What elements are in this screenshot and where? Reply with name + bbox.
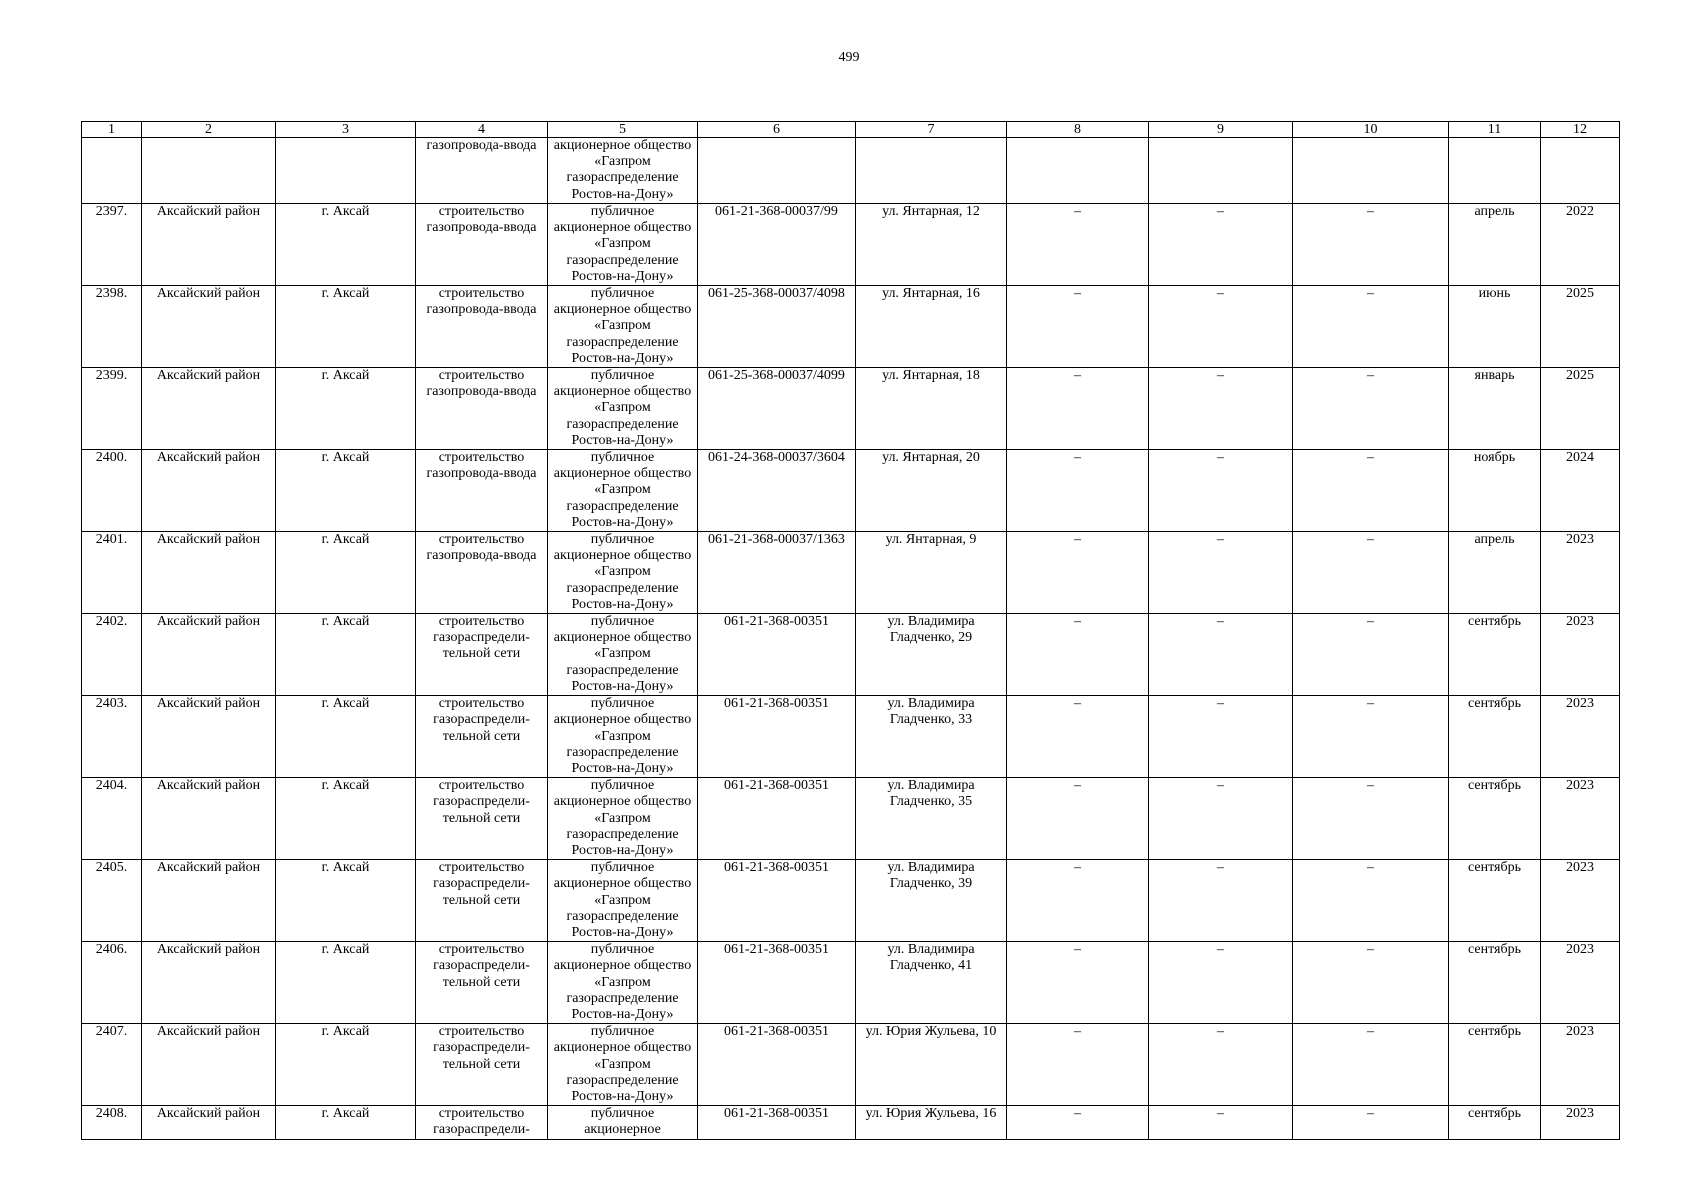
year-cell: 2023 xyxy=(1541,860,1620,942)
district-cell: Аксайский район xyxy=(142,1106,276,1139)
month-cell xyxy=(1449,138,1541,204)
table-row xyxy=(82,614,1620,696)
month-cell: сентябрь xyxy=(1449,696,1541,778)
work-type-cell: строительство газораспредели-тельной сети xyxy=(416,1024,548,1106)
column-8-cell: – xyxy=(1007,368,1149,450)
column-number: 7 xyxy=(856,122,1007,138)
row-number-cell xyxy=(82,138,142,204)
district-cell: Аксайский район xyxy=(142,204,276,286)
row-number-cell: 2404. xyxy=(82,778,142,860)
district-cell: Аксайский район xyxy=(142,368,276,450)
column-number: 10 xyxy=(1293,122,1449,138)
column-10-cell: – xyxy=(1293,614,1449,696)
organization-cell: публичное акционерное общество «Газпром газораспределение Ростов-на-Дону» xyxy=(548,204,698,286)
address-cell: ул. Владимира Гладченко, 29 xyxy=(856,614,1007,696)
district-cell: Аксайский район xyxy=(142,614,276,696)
registry-code-cell: 061-21-368-00351 xyxy=(698,696,856,778)
page-number: 499 xyxy=(838,50,860,65)
organization-cell: публичное акционерное общество «Газпром газораспределение Ростов-на-Дону» xyxy=(548,942,698,1024)
address-cell: ул. Владимира Гладченко, 35 xyxy=(856,778,1007,860)
organization-cell: публичное акционерное общество «Газпром газораспределение Ростов-на-Дону» xyxy=(548,368,698,450)
column-10-cell: – xyxy=(1293,450,1449,532)
column-8-cell: – xyxy=(1007,860,1149,942)
address-cell: ул. Янтарная, 20 xyxy=(856,450,1007,532)
district-cell: Аксайский район xyxy=(142,942,276,1024)
work-type-cell: газопровода-ввода xyxy=(416,138,548,204)
year-cell: 2023 xyxy=(1541,942,1620,1024)
organization-cell: публичное акционерное общество «Газпром газораспределение Ростов-на-Дону» xyxy=(548,614,698,696)
column-9-cell xyxy=(1149,138,1293,204)
column-8-cell xyxy=(1007,138,1149,204)
work-type-cell: строительство газораспредели-тельной сети xyxy=(416,860,548,942)
column-9-cell: – xyxy=(1149,614,1293,696)
work-type-cell: строительство газопровода-ввода xyxy=(416,286,548,368)
column-10-cell xyxy=(1293,138,1449,204)
year-cell: 2025 xyxy=(1541,368,1620,450)
address-cell: ул. Владимира Гладченко, 39 xyxy=(856,860,1007,942)
organization-cell: публичное акционерное общество «Газпром газораспределение Ростов-на-Дону» xyxy=(548,1024,698,1106)
registry-code-cell: 061-25-368-00037/4098 xyxy=(698,286,856,368)
table-row xyxy=(82,860,1620,942)
column-8-cell: – xyxy=(1007,1024,1149,1106)
row-number-cell: 2398. xyxy=(82,286,142,368)
registry-code-cell: 061-21-368-00351 xyxy=(698,614,856,696)
registry-code-cell: 061-21-368-00351 xyxy=(698,1024,856,1106)
column-8-cell: – xyxy=(1007,778,1149,860)
table-row xyxy=(82,532,1620,614)
column-9-cell: – xyxy=(1149,778,1293,860)
year-cell: 2025 xyxy=(1541,286,1620,368)
organization-cell: публичное акционерное общество «Газпром газораспределение Ростов-на-Дону» xyxy=(548,860,698,942)
column-10-cell: – xyxy=(1293,778,1449,860)
registry-code-cell: 061-24-368-00037/3604 xyxy=(698,450,856,532)
column-10-cell: – xyxy=(1293,204,1449,286)
column-number: 6 xyxy=(698,122,856,138)
address-cell: ул. Юрия Жульева, 10 xyxy=(856,1024,1007,1106)
column-number-row xyxy=(82,122,1620,138)
registry-code-cell: 061-21-368-00351 xyxy=(698,942,856,1024)
row-number-cell: 2407. xyxy=(82,1024,142,1106)
address-cell: ул. Владимира Гладченко, 33 xyxy=(856,696,1007,778)
column-8-cell: – xyxy=(1007,532,1149,614)
table-row xyxy=(82,138,1620,204)
organization-cell: публичное акционерное общество «Газпром газораспределение Ростов-на-Дону» xyxy=(548,778,698,860)
row-number-cell: 2400. xyxy=(82,450,142,532)
month-cell: сентябрь xyxy=(1449,1106,1541,1139)
column-10-cell: – xyxy=(1293,532,1449,614)
year-cell: 2023 xyxy=(1541,778,1620,860)
column-number: 3 xyxy=(276,122,416,138)
column-9-cell: – xyxy=(1149,1024,1293,1106)
column-number: 2 xyxy=(142,122,276,138)
column-9-cell: – xyxy=(1149,696,1293,778)
column-number: 11 xyxy=(1449,122,1541,138)
year-cell: 2023 xyxy=(1541,614,1620,696)
column-8-cell: – xyxy=(1007,286,1149,368)
row-number-cell: 2402. xyxy=(82,614,142,696)
column-8-cell: – xyxy=(1007,614,1149,696)
column-number: 12 xyxy=(1541,122,1620,138)
settlement-cell: г. Аксай xyxy=(276,696,416,778)
column-number: 9 xyxy=(1149,122,1293,138)
settlement-cell: г. Аксай xyxy=(276,368,416,450)
year-cell: 2024 xyxy=(1541,450,1620,532)
settlement-cell: г. Аксай xyxy=(276,942,416,1024)
table-row xyxy=(82,204,1620,286)
settlement-cell: г. Аксай xyxy=(276,204,416,286)
district-cell: Аксайский район xyxy=(142,696,276,778)
row-number-cell: 2405. xyxy=(82,860,142,942)
work-type-cell: строительство газопровода-ввода xyxy=(416,450,548,532)
row-number-cell: 2401. xyxy=(82,532,142,614)
address-cell: ул. Юрия Жульева, 16 xyxy=(856,1106,1007,1139)
column-10-cell: – xyxy=(1293,860,1449,942)
settlement-cell: г. Аксай xyxy=(276,532,416,614)
registry-code-cell: 061-21-368-00351 xyxy=(698,778,856,860)
table-row xyxy=(82,368,1620,450)
column-10-cell: – xyxy=(1293,286,1449,368)
column-8-cell: – xyxy=(1007,450,1149,532)
address-cell: ул. Янтарная, 18 xyxy=(856,368,1007,450)
year-cell: 2023 xyxy=(1541,1106,1620,1139)
column-9-cell: – xyxy=(1149,1106,1293,1139)
settlement-cell: г. Аксай xyxy=(276,614,416,696)
year-cell: 2023 xyxy=(1541,532,1620,614)
month-cell: сентябрь xyxy=(1449,1024,1541,1106)
row-number-cell: 2397. xyxy=(82,204,142,286)
column-9-cell: – xyxy=(1149,532,1293,614)
year-cell: 2022 xyxy=(1541,204,1620,286)
month-cell: сентябрь xyxy=(1449,614,1541,696)
table-row xyxy=(82,1024,1620,1106)
column-10-cell: – xyxy=(1293,696,1449,778)
district-cell: Аксайский район xyxy=(142,532,276,614)
organization-cell: публичное акционерное общество «Газпром газораспределение Ростов-на-Дону» xyxy=(548,286,698,368)
table-row xyxy=(82,696,1620,778)
year-cell xyxy=(1541,138,1620,204)
settlement-cell xyxy=(276,138,416,204)
month-cell: июнь xyxy=(1449,286,1541,368)
organization-cell: публичное акционерное общество «Газпром газораспределение Ростов-на-Дону» xyxy=(548,532,698,614)
row-number-cell: 2408. xyxy=(82,1106,142,1139)
settlement-cell: г. Аксай xyxy=(276,450,416,532)
column-8-cell: – xyxy=(1007,1106,1149,1139)
column-9-cell: – xyxy=(1149,860,1293,942)
registry-code-cell: 061-21-368-00351 xyxy=(698,860,856,942)
row-number-cell: 2406. xyxy=(82,942,142,1024)
column-10-cell: – xyxy=(1293,1024,1449,1106)
work-type-cell: строительство газораспредели-тельной сети xyxy=(416,942,548,1024)
district-cell xyxy=(142,138,276,204)
work-type-cell: строительство газопровода-ввода xyxy=(416,368,548,450)
settlement-cell: г. Аксай xyxy=(276,860,416,942)
address-cell xyxy=(856,138,1007,204)
year-cell: 2023 xyxy=(1541,696,1620,778)
column-10-cell: – xyxy=(1293,1106,1449,1139)
year-cell: 2023 xyxy=(1541,1024,1620,1106)
work-type-cell: строительство газопровода-ввода xyxy=(416,532,548,614)
column-number: 4 xyxy=(416,122,548,138)
month-cell: январь xyxy=(1449,368,1541,450)
column-number: 5 xyxy=(548,122,698,138)
address-cell: ул. Янтарная, 9 xyxy=(856,532,1007,614)
work-type-cell: строительство газораспредели- xyxy=(416,1106,548,1139)
settlement-cell: г. Аксай xyxy=(276,1024,416,1106)
district-cell: Аксайский район xyxy=(142,1024,276,1106)
month-cell: сентябрь xyxy=(1449,778,1541,860)
district-cell: Аксайский район xyxy=(142,778,276,860)
month-cell: апрель xyxy=(1449,532,1541,614)
organization-cell: публичное акционерное общество «Газпром газораспределение Ростов-на-Дону» xyxy=(548,696,698,778)
district-cell: Аксайский район xyxy=(142,860,276,942)
organization-cell: публичное акционерное xyxy=(548,1106,698,1139)
registry-code-cell: 061-25-368-00037/4099 xyxy=(698,368,856,450)
work-type-cell: строительство газораспредели-тельной сети xyxy=(416,696,548,778)
district-cell: Аксайский район xyxy=(142,450,276,532)
registry-code-cell: 061-21-368-00037/99 xyxy=(698,204,856,286)
month-cell: сентябрь xyxy=(1449,860,1541,942)
month-cell: апрель xyxy=(1449,204,1541,286)
registry-code-cell: 061-21-368-00037/1363 xyxy=(698,532,856,614)
work-type-cell: строительство газораспредели-тельной сети xyxy=(416,614,548,696)
work-type-cell: строительство газопровода-ввода xyxy=(416,204,548,286)
address-cell: ул. Владимира Гладченко, 41 xyxy=(856,942,1007,1024)
registry-code-cell: 061-21-368-00351 xyxy=(698,1106,856,1139)
column-8-cell: – xyxy=(1007,942,1149,1024)
district-cell: Аксайский район xyxy=(142,286,276,368)
column-10-cell: – xyxy=(1293,942,1449,1024)
table-row xyxy=(82,1106,1620,1139)
column-9-cell: – xyxy=(1149,204,1293,286)
organization-cell: публичное акционерное общество «Газпром газораспределение Ростов-на-Дону» xyxy=(548,450,698,532)
table-row xyxy=(82,942,1620,1024)
address-cell: ул. Янтарная, 16 xyxy=(856,286,1007,368)
column-9-cell: – xyxy=(1149,286,1293,368)
month-cell: сентябрь xyxy=(1449,942,1541,1024)
registry-table xyxy=(81,121,1620,1140)
address-cell: ул. Янтарная, 12 xyxy=(856,204,1007,286)
row-number-cell: 2403. xyxy=(82,696,142,778)
settlement-cell: г. Аксай xyxy=(276,286,416,368)
month-cell: ноябрь xyxy=(1449,450,1541,532)
column-9-cell: – xyxy=(1149,368,1293,450)
column-9-cell: – xyxy=(1149,942,1293,1024)
work-type-cell: строительство газораспредели-тельной сети xyxy=(416,778,548,860)
column-10-cell: – xyxy=(1293,368,1449,450)
column-9-cell: – xyxy=(1149,450,1293,532)
settlement-cell: г. Аксай xyxy=(276,1106,416,1139)
organization-cell: акционерное общество «Газпром газораспределение Ростов-на-Дону» xyxy=(548,138,698,204)
table-row xyxy=(82,450,1620,532)
settlement-cell: г. Аксай xyxy=(276,778,416,860)
column-8-cell: – xyxy=(1007,204,1149,286)
column-number: 1 xyxy=(82,122,142,138)
column-8-cell: – xyxy=(1007,696,1149,778)
table-row xyxy=(82,286,1620,368)
registry-code-cell xyxy=(698,138,856,204)
column-number: 8 xyxy=(1007,122,1149,138)
table-row xyxy=(82,778,1620,860)
row-number-cell: 2399. xyxy=(82,368,142,450)
